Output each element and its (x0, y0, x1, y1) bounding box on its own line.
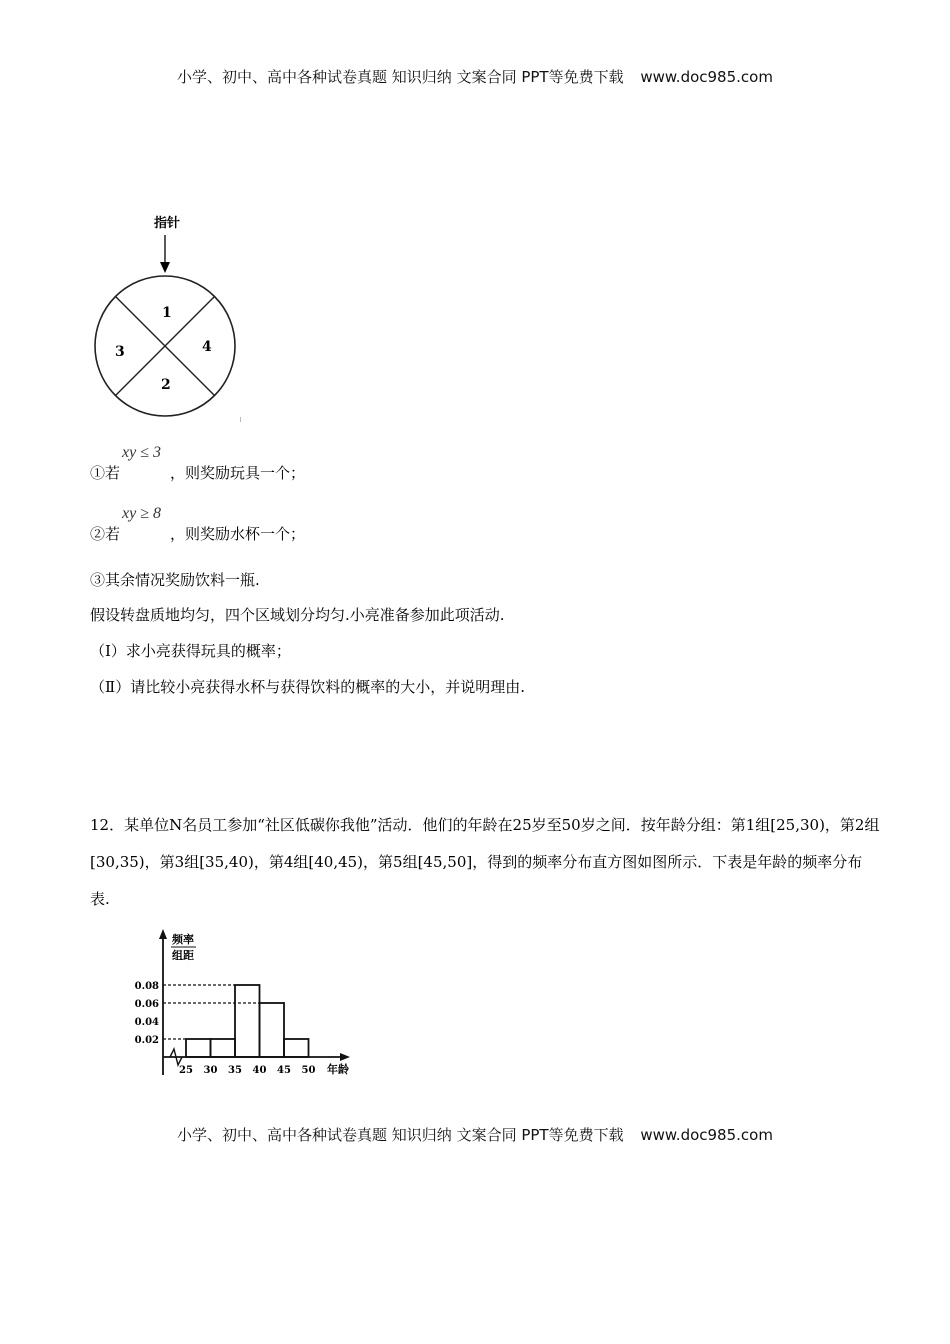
histogram-bar (186, 1039, 211, 1057)
spinner-diagram (85, 205, 255, 425)
condition-2-inequality: xy ≥ 8 (122, 505, 161, 522)
condition-2-suffix: ，则奖励水杯一个； (170, 525, 306, 543)
histogram-bar (284, 1039, 309, 1057)
x-axis-arrow (340, 1053, 350, 1061)
x-tick-label: 50 (301, 1065, 316, 1076)
question-2: （Ⅱ）请比较小亮获得水杯与获得饮料的概率的大小，并说明理由. (90, 678, 525, 696)
footer-url: www.doc985.com (640, 1126, 773, 1144)
frequency-histogram (120, 925, 365, 1085)
x-tick-label: 35 (228, 1065, 242, 1076)
y-tick-label: 0.04 (134, 1017, 159, 1028)
histogram-bar (260, 1003, 285, 1057)
x-tick-label: 25 (179, 1065, 193, 1076)
y-label-bottom: 组距 (172, 949, 194, 962)
sector-label-3: 3 (115, 344, 125, 360)
condition-3: ③其余情况奖励饮料一瓶. (90, 571, 260, 589)
pointer-arrow-head (160, 262, 170, 273)
y-tick-label: 0.08 (134, 981, 159, 992)
y-label-top: 频率 (172, 933, 194, 946)
histogram-bar (211, 1039, 236, 1057)
y-tick-label: 0.06 (134, 999, 159, 1010)
condition-1 (90, 444, 306, 483)
condition-2 (90, 505, 306, 544)
x-tick-label: 45 (277, 1065, 291, 1076)
sector-label-1: 1 (162, 305, 172, 321)
histogram-bar (235, 985, 260, 1057)
scan-mark (240, 417, 241, 422)
x-axis-label: 年龄 (327, 1063, 349, 1076)
question-1: （Ⅰ）求小亮获得玩具的概率； (90, 642, 291, 660)
sector-label-4: 4 (202, 339, 212, 355)
header-url: www.doc985.com (640, 68, 773, 86)
x-tick-label: 40 (252, 1065, 267, 1076)
y-tick-label: 0.02 (134, 1035, 159, 1046)
page-header (0, 66, 950, 87)
x-tick-label: 30 (203, 1065, 218, 1076)
condition-1-inequality: xy ≤ 3 (122, 444, 161, 461)
condition-2-prefix: ②若 (90, 525, 121, 543)
problem-12-text: 12．某单位N名员工参加“社区低碳你我他”活动．他们的年龄在25岁至50岁之间．按年龄分组：第1组[25,30)，第2组[30,35)，第3组[35,40)，第4组[40,45)，第5组[45,50]，得到的频率分布直方图如图所示．下表是年龄的频率分布表. (90, 816, 880, 908)
condition-1-suffix: ，则奖励玩具一个； (170, 464, 306, 482)
page-footer (0, 1124, 950, 1145)
header-text: 小学、初中、高中各种试卷真题 知识归纳 文案合同 PPT等免费下载 (177, 68, 624, 86)
pointer-label: 指针 (153, 216, 181, 231)
condition-1-prefix: ①若 (90, 464, 121, 482)
sector-label-2: 2 (161, 377, 171, 393)
assumption-text: 假设转盘质地均匀，四个区域划分均匀.小亮准备参加此项活动. (90, 606, 505, 624)
y-axis-arrow (159, 929, 167, 939)
footer-text: 小学、初中、高中各种试卷真题 知识归纳 文案合同 PPT等免费下载 (177, 1126, 624, 1144)
